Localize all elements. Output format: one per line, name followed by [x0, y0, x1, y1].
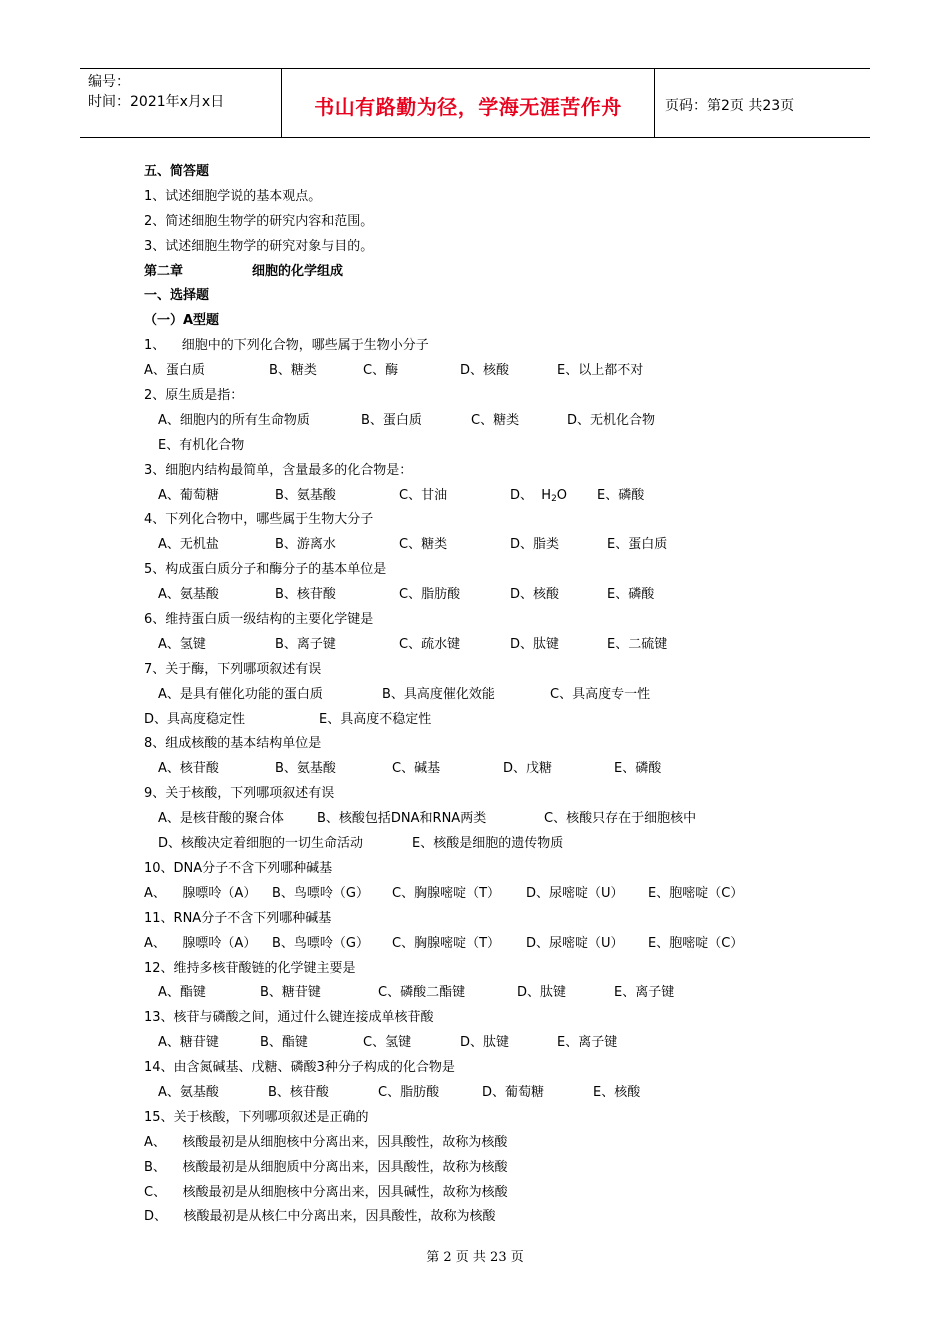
option-row: [144, 1081, 784, 1106]
option: B、鸟嘌呤（G）: [272, 885, 369, 901]
option: C、具高度专一性: [550, 686, 651, 702]
option: E、二硫键: [607, 636, 668, 652]
option: D、肽键: [510, 636, 560, 652]
option: D、无机化合物: [567, 412, 656, 428]
option: C、脂肪酸: [399, 587, 461, 603]
header-page-cell: [655, 69, 870, 137]
option: B、核苷酸: [275, 587, 336, 603]
question: 7、关于酶，下列哪项叙述有误: [144, 661, 322, 677]
chapter-heading: [144, 260, 784, 285]
option: A、糖苷键: [158, 1035, 219, 1051]
option: B、鸟嘌呤（G）: [272, 935, 369, 951]
question: 11、RNA分子不含下列哪种碱基: [144, 910, 332, 926]
option: D、尿嘧啶（U）: [526, 935, 624, 951]
option: C、酶: [363, 363, 399, 379]
header-meta-cell: [80, 69, 282, 137]
question: 12、维持多核苷酸链的化学键主要是: [144, 960, 356, 976]
option-row: [144, 583, 784, 608]
option: A、葡萄糖: [158, 487, 219, 503]
option: B、游离水: [275, 537, 336, 553]
option: B、离子键: [275, 636, 336, 652]
question: 3、试述细胞生物学的研究对象与目的。: [144, 238, 374, 254]
question: 4、下列化合物中，哪些属于生物大分子: [144, 512, 374, 528]
option-row: [144, 484, 784, 509]
option: E、磷酸: [607, 587, 655, 603]
option: B、氨基酸: [275, 761, 336, 777]
option: E、有机化合物: [158, 437, 245, 453]
option: C、糖类: [471, 412, 520, 428]
option: C、氢键: [363, 1035, 412, 1051]
option: C、碱基: [392, 761, 441, 777]
option: [510, 484, 567, 509]
question: 10、DNA分子不含下列哪种碱基: [144, 860, 333, 876]
option: A、蛋白质: [144, 363, 205, 379]
motto: 书山有路勤为径，学海无涯苦作舟: [314, 95, 622, 119]
option-row: [144, 683, 784, 708]
page-label: 页码：第2页 共23页: [665, 98, 795, 114]
option: A、 腺嘌呤（A）: [144, 935, 257, 951]
option-row: [144, 981, 784, 1006]
option-row: [144, 832, 784, 857]
option-row: [144, 1031, 784, 1056]
option: D、戊糖: [503, 761, 553, 777]
option: B、酯键: [260, 1035, 308, 1051]
option: E、离子键: [557, 1035, 618, 1051]
option-row: [144, 708, 784, 733]
option: E、胞嘧啶（C）: [648, 885, 744, 901]
option: A、是具有催化功能的蛋白质: [158, 686, 323, 702]
option: A、 腺嘌呤（A）: [144, 885, 257, 901]
option: B、核苷酸: [268, 1084, 329, 1100]
question: 15、关于核酸，下列哪项叙述是正确的: [144, 1109, 369, 1125]
option: C、糖类: [399, 537, 448, 553]
option: E、胞嘧啶（C）: [648, 935, 744, 951]
question: 3、细胞内结构最简单，含量最多的化合物是：: [144, 462, 413, 478]
option-row: [144, 633, 784, 658]
option: B、核酸包括DNA和RNA两类: [317, 811, 487, 827]
header-motto-cell: [282, 69, 655, 137]
option-text: D、 H: [510, 487, 552, 503]
question: 13、核苷与磷酸之间，通过什么键连接成单核苷酸: [144, 1010, 434, 1026]
option-row: [144, 359, 784, 384]
option: B、氨基酸: [275, 487, 336, 503]
question: 9、关于核酸，下列哪项叙述有误: [144, 786, 335, 802]
option: D、肽键: [517, 985, 567, 1001]
option: E、核酸: [593, 1084, 641, 1100]
option: E、核酸是细胞的遗传物质: [412, 836, 564, 852]
option: D、核酸: [460, 363, 510, 379]
question: 14、由含氮碱基、戊糖、磷酸3种分子构成的化合物是: [144, 1060, 455, 1076]
option: B、蛋白质: [361, 412, 422, 428]
option-text: O: [556, 487, 568, 503]
option-row: [144, 533, 784, 558]
option: A、核苷酸: [158, 761, 219, 777]
option: A、无机盐: [158, 537, 219, 553]
option: E、磷酸: [614, 761, 662, 777]
question: 8、组成核酸的基本结构单位是: [144, 736, 322, 752]
option: A、氢键: [158, 636, 206, 652]
subscript: 2: [551, 493, 557, 504]
option: C、磷酸二酯键: [378, 985, 466, 1001]
subsection-title: （一）A型题: [144, 313, 220, 329]
question: 1、 细胞中的下列化合物，哪些属于生物小分子: [144, 338, 429, 354]
option: E、磷酸: [597, 487, 645, 503]
page-header: [80, 68, 870, 138]
option: E、蛋白质: [607, 537, 668, 553]
option: A、是核苷酸的聚合体: [158, 811, 284, 827]
option: D、脂类: [510, 537, 560, 553]
option: E、具高度不稳定性: [319, 711, 432, 727]
page-footer: 第 2 页 共 23 页: [426, 1250, 524, 1265]
option: A、细胞内的所有生命物质: [158, 412, 310, 428]
option: D、肽键: [460, 1035, 510, 1051]
option: B、糖类: [269, 363, 317, 379]
option: D、核酸决定着细胞的一切生命活动: [158, 836, 364, 852]
option: D、尿嘧啶（U）: [526, 885, 624, 901]
question: 6、维持蛋白质一级结构的主要化学键是: [144, 612, 374, 628]
question: 2、原生质是指：: [144, 388, 244, 404]
option: E、离子键: [614, 985, 675, 1001]
option: C、疏水键: [399, 636, 461, 652]
option: B、糖苷键: [260, 985, 321, 1001]
option: C、 核酸最初是从细胞核中分离出来，因具碱性，故称为核酸: [144, 1184, 508, 1200]
option: A、酯键: [158, 985, 206, 1001]
option: C、脂肪酸: [378, 1084, 440, 1100]
section-title: 五、简答题: [144, 164, 210, 179]
option-row: [144, 882, 784, 907]
option: D、葡萄糖: [482, 1084, 545, 1100]
chapter-number: 第二章: [144, 263, 184, 279]
option-row: [144, 757, 784, 782]
option: B、具高度催化效能: [382, 686, 495, 702]
option: A、 核酸最初是从细胞核中分离出来，因具酸性，故称为核酸: [144, 1134, 508, 1150]
option: E、以上都不对: [557, 363, 644, 379]
option-row: [144, 932, 784, 957]
question: 2、简述细胞生物学的研究内容和范围。: [144, 213, 374, 229]
option: C、胸腺嘧啶（T）: [392, 885, 501, 901]
time-label: 时间：2021年x月x日: [88, 94, 225, 110]
option: A、氨基酸: [158, 587, 219, 603]
option: D、 核酸最初是从核仁中分离出来，因具酸性，故称为核酸: [144, 1209, 496, 1225]
option: D、核酸: [510, 587, 560, 603]
document-body: [144, 160, 784, 1230]
option: C、胸腺嘧啶（T）: [392, 935, 501, 951]
option: A、氨基酸: [158, 1084, 219, 1100]
option-row: [144, 807, 784, 832]
option: B、 核酸最初是从细胞质中分离出来，因具酸性，故称为核酸: [144, 1159, 508, 1175]
number-label: 编号：: [88, 74, 130, 90]
option: C、甘油: [399, 487, 448, 503]
option: D、具高度稳定性: [144, 711, 246, 727]
question: 5、构成蛋白质分子和酶分子的基本单位是: [144, 562, 387, 578]
option: C、核酸只存在于细胞核中: [544, 811, 697, 827]
section-title: 一、选择题: [144, 288, 210, 304]
option-row: [144, 409, 784, 434]
chapter-title: 细胞的化学组成: [252, 263, 344, 279]
question: 1、试述细胞学说的基本观点。: [144, 188, 322, 204]
